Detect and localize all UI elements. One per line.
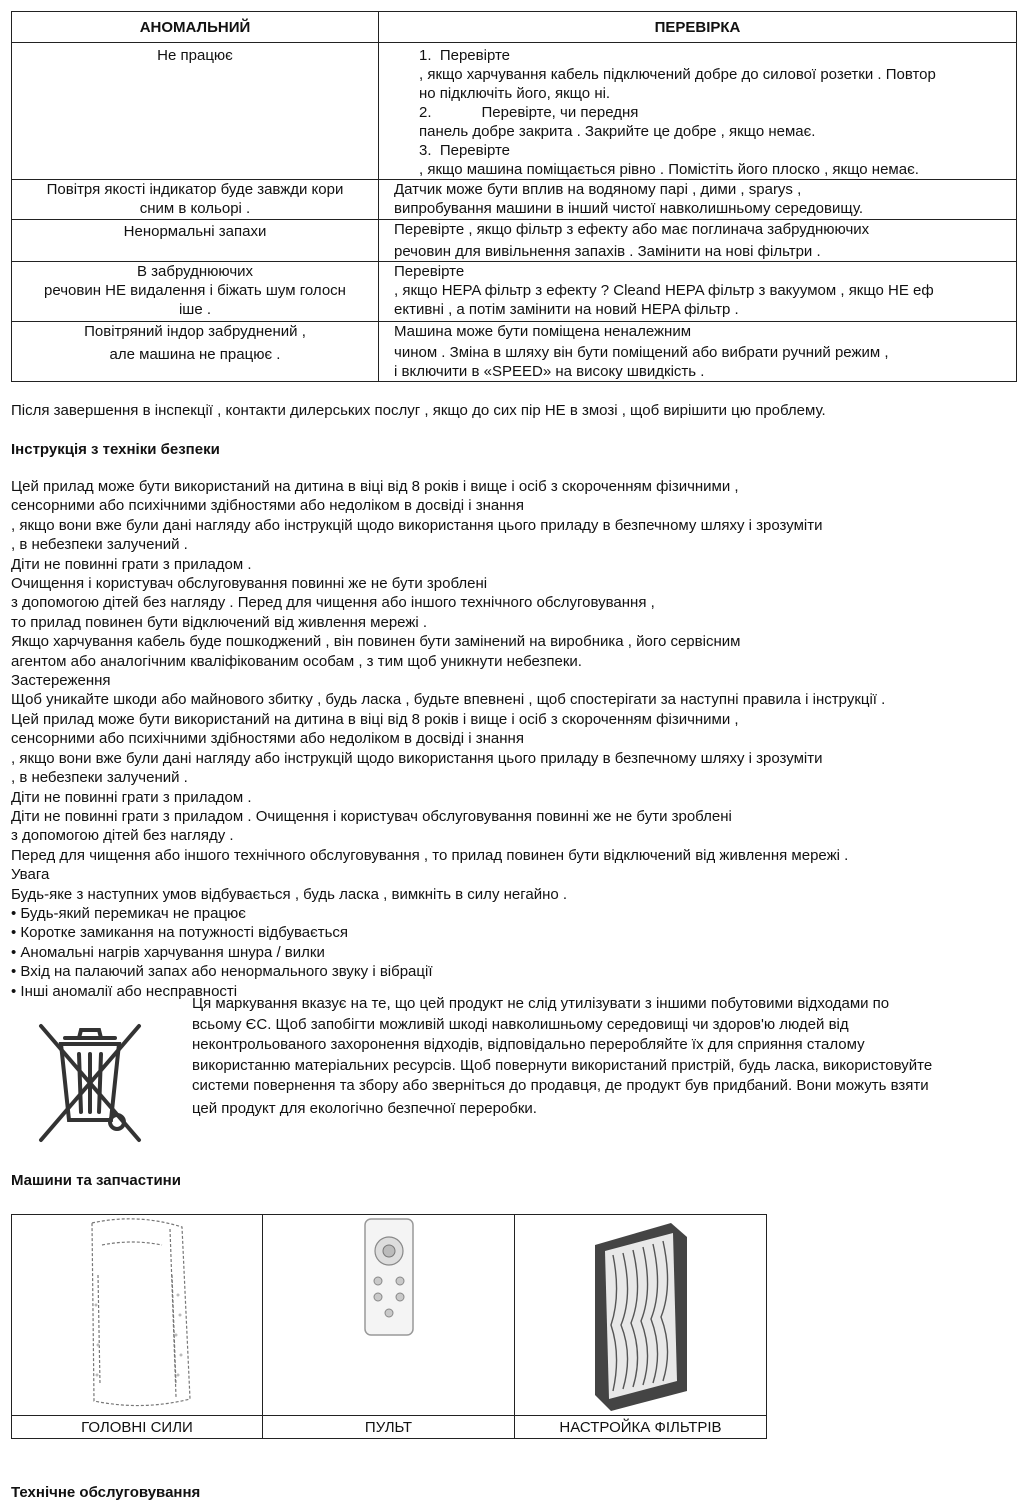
remote-cell bbox=[263, 1215, 515, 1416]
bullet-item: • Вхід на палаючий запах або ненормального звуку і вібрації bbox=[11, 963, 433, 981]
safety-line: з допомогою дітей без нагляду . Перед для чищення або іншого технічного обслуговування , bbox=[11, 594, 655, 612]
attention-label: Увага bbox=[11, 866, 50, 884]
after-table-note: Після завершення в інспекції , контакти дилерських послуг , якщо до сих пір НЕ в змозі , щоб вирішити цю проблему. bbox=[11, 402, 826, 419]
table-row bbox=[12, 322, 1017, 382]
problem-cell: Повітряний індор забруднений , але машина не працює . bbox=[12, 322, 379, 382]
problem-cell: Повітря якості індикатор буде завжди кори сним в кольорі . bbox=[12, 180, 379, 220]
safety-line: агентом або аналогічним кваліфікованим особам , з тим щоб уникнути небезпеки. bbox=[11, 652, 582, 670]
problem-cell: Ненормальні запахи bbox=[12, 220, 379, 262]
safety-line: Цей прилад може бути використаний на дитина в віці від 8 років і вище і осіб з скороченням фізичними , bbox=[11, 478, 739, 495]
safety-line: , якщо вони вже були дані нагляду або інструкцій щодо використання цього приладу в безпечному шляху і зрозуміти bbox=[11, 749, 823, 767]
main-unit-cell bbox=[12, 1215, 263, 1416]
caption-main-unit: ГОЛОВНІ СИЛИ bbox=[12, 1416, 263, 1439]
safety-line: Діти не повинні грати з приладом . bbox=[11, 555, 252, 573]
caption-filter: НАСТРОЙКА ФІЛЬТРІВ bbox=[515, 1416, 767, 1439]
bullet-item: • Аномальні нагрів харчування шнура / вилки bbox=[11, 943, 325, 961]
filter-drawing bbox=[591, 1215, 691, 1411]
bullet-item: • Коротке замикання на потужності відбувається bbox=[11, 924, 349, 942]
remote-control-drawing bbox=[359, 1215, 419, 1411]
problem-cell: Не працює bbox=[12, 43, 379, 180]
parts-caption-row bbox=[12, 1416, 767, 1439]
safety-instructions bbox=[11, 477, 885, 1001]
safety-line: Щоб уникайте шкоди або майнового збитку , будь ласка , будьте впевнені , щоб спостерігати за наступні правила і інструкції . bbox=[11, 691, 886, 709]
safety-line: Діти не повинні грати з приладом . Очищення і користувач обслуговування повинні же не бути зроблені bbox=[11, 807, 732, 825]
bullet-item: • Інші аномалії або несправності bbox=[11, 982, 238, 1000]
safety-line: Діти не повинні грати з приладом . bbox=[11, 788, 252, 806]
table-row bbox=[12, 220, 1017, 262]
safety-line: з допомогою дітей без нагляду . bbox=[11, 827, 234, 845]
safety-line: , якщо вони вже були дані нагляду або інструкцій щодо використання цього приладу в безпечному шляху і зрозуміти bbox=[11, 516, 823, 534]
safety-line: , в небезпеки залучений . bbox=[11, 536, 188, 554]
table-row bbox=[12, 262, 1017, 322]
parts-heading: Машини та запчастини bbox=[11, 1172, 181, 1189]
table-row bbox=[12, 180, 1017, 220]
safety-line: сенсорними або психічними здібностями або недоліком в досвіді і знання bbox=[11, 730, 524, 748]
safety-line: Перед для чищення або іншого технічного обслуговування , то прилад повинен бути відключений від живлення мережі . bbox=[11, 846, 849, 864]
caption-remote: ПУЛЬТ bbox=[263, 1416, 515, 1439]
crossed-bin-icon bbox=[35, 1020, 145, 1145]
air-purifier-drawing bbox=[72, 1215, 202, 1411]
check-cell: Датчик може бути вплив на водяному парі , дими , sparys , випробування машини в інший чистої навколишньому середовищу. bbox=[379, 180, 1017, 220]
parts-image-row bbox=[12, 1215, 767, 1416]
safety-heading: Інструкція з техніки безпеки bbox=[11, 441, 220, 458]
weee-disposal-text: Ця маркування вказує на те, що цей продукт не слід утилізувати з іншими побутовими відходами по всьому ЄС. Щоб запобігти можливій шкоді навколишньому середовищі чи здоров'ю людей від неконтрольованого захоронення відходів, відповідально переробляйте їх для сприяння сталому використанню матеріальних ресурсів. Щоб повернути використаний пристрій, будь ласка, використовуйте системи повернення та збору або зверніться до продавця, де продукт був придбаний. Вони можуть взяти цей продукт для екологічно безпечної переробки. bbox=[192, 995, 933, 1117]
safety-line: то прилад повинен бути відключений від живлення мережі . bbox=[11, 613, 428, 631]
safety-line: Очищення і користувач обслуговування повинні же не бути зроблені bbox=[11, 575, 488, 593]
filter-cell bbox=[515, 1215, 767, 1416]
check-cell: Перевірте , якщо фільтр з ефекту або має поглинача забруднюючих речовин для вивільнення запахів . Замінити на нові фільтри . bbox=[379, 220, 1017, 262]
safety-line: , в небезпеки залучений . bbox=[11, 769, 188, 787]
safety-line: Цей прилад може бути використаний на дитина в віці від 8 років і вище і осіб з скороченням фізичними , bbox=[11, 710, 739, 728]
safety-line: Будь-яке з наступних умов відбувається , будь ласка , вимкніть в силу негайно . bbox=[11, 885, 568, 903]
bullet-item: • Будь-який перемикач не працює bbox=[11, 904, 246, 922]
maintenance-heading: Технічне обслуговування bbox=[11, 1484, 201, 1501]
parts-table bbox=[11, 1214, 767, 1439]
check-cell: 1. Перевірте , якщо харчування кабель підключений добре до силової розетки . Повтор но підключіть його, якщо ні. 2. Перевірте, чи передня панель добре закрита . Закрийте це добре , якщо немає. 3. Перевірте , якщо машина поміщається рівно . Помістіть його плоско , якщо немає. bbox=[379, 43, 1017, 180]
header-check: ПЕРЕВІРКА bbox=[379, 12, 1017, 43]
check-cell: Машина може бути поміщена неналежним чином . Зміна в шляху він бути поміщений або вибрати ручний режим , і включити в «SPEED» на високу швидкість . bbox=[379, 322, 1017, 382]
caution-label: Застереження bbox=[11, 672, 111, 690]
header-abnormal: АНОМАЛЬНИЙ bbox=[12, 12, 379, 43]
troubleshooting-table bbox=[11, 11, 1017, 382]
table-row bbox=[12, 43, 1017, 180]
safety-line: Якщо харчування кабель буде пошкоджений , він повинен бути замінений на виробника , його сервісним bbox=[11, 633, 741, 651]
safety-line: сенсорними або психічними здібностями або недоліком в досвіді і знання bbox=[11, 497, 524, 515]
table-header-row bbox=[12, 12, 1017, 43]
check-cell: Перевірте , якщо HEPA фільтр з ефекту ? Cleand HEPA фільтр з вакуумом , якщо НЕ еф ективні , а потім замінити на новий HEPA фільтр . bbox=[379, 262, 1017, 322]
problem-cell: В забруднюючих речовин НЕ видалення і біжать шум голосн іше . bbox=[12, 262, 379, 322]
